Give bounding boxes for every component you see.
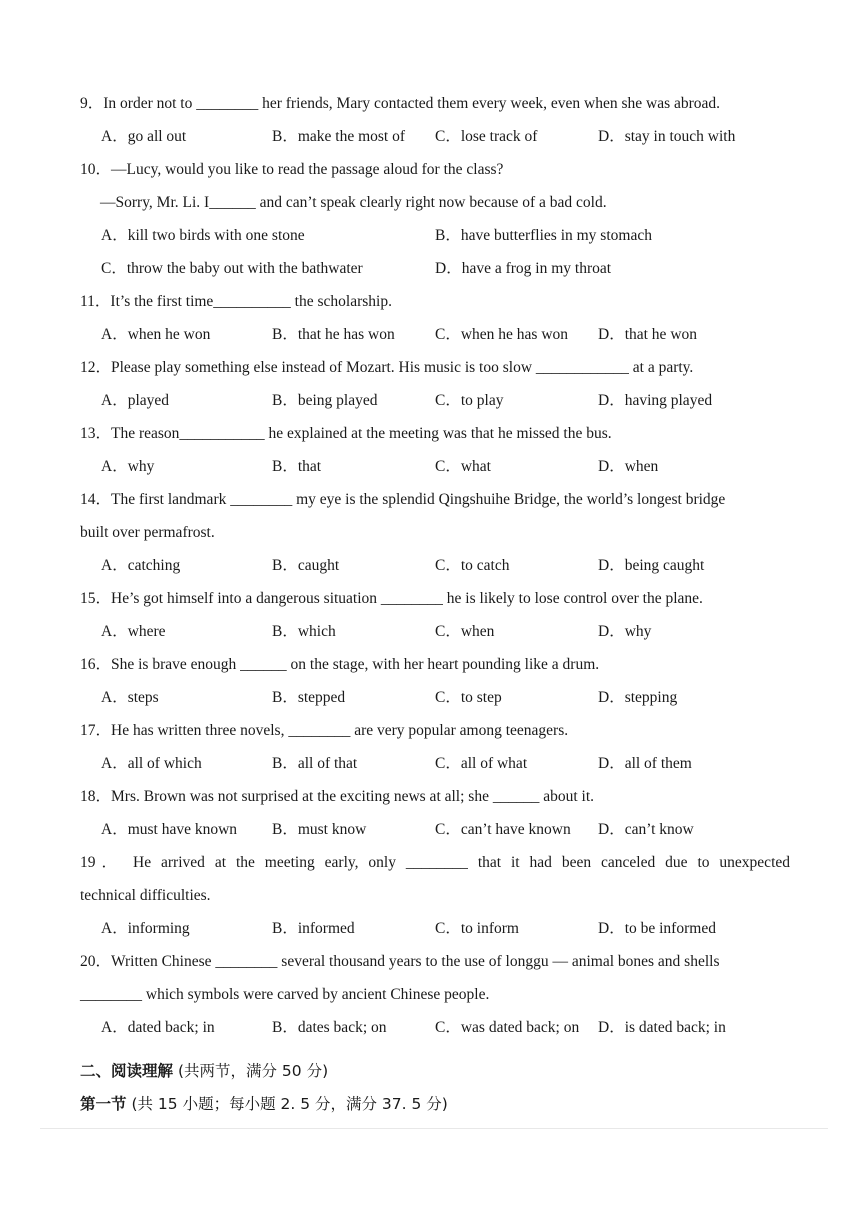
subsection-heading bbox=[80, 1094, 448, 1114]
option-c[interactable]: C．to play bbox=[435, 392, 504, 409]
option-c[interactable]: C．all of what bbox=[435, 755, 528, 772]
option-d[interactable]: D．can’t know bbox=[598, 821, 694, 838]
option-a[interactable]: A．go all out bbox=[101, 128, 187, 145]
question-17-stem: 17．He has written three novels, ________ are very popular among teenagers. bbox=[80, 722, 569, 739]
option-a[interactable]: A．when he won bbox=[101, 326, 211, 343]
option-b[interactable]: B．dates back; on bbox=[272, 1019, 387, 1036]
option-d[interactable]: D．when bbox=[598, 458, 659, 475]
option-d[interactable]: D．being caught bbox=[598, 557, 705, 574]
option-a[interactable]: A．why bbox=[101, 458, 155, 475]
subsection-note: (共 15 小题；每小题 2. 5 分，满分 37. 5 分) bbox=[126, 1095, 448, 1113]
question-16-stem: 16．She is brave enough ______ on the stage, with her heart pounding like a drum. bbox=[80, 656, 600, 673]
option-a[interactable]: A．catching bbox=[101, 557, 181, 574]
question-10-options-row2 bbox=[80, 259, 800, 279]
question-11-stem: 11．It’s the first time__________ the scholarship. bbox=[80, 293, 392, 310]
option-a[interactable]: A．played bbox=[101, 392, 170, 409]
option-c[interactable]: C．what bbox=[435, 458, 491, 475]
option-a[interactable]: A．where bbox=[101, 623, 166, 640]
option-d[interactable]: D．to be informed bbox=[598, 920, 716, 937]
question-14-stem-line2: built over permafrost. bbox=[80, 524, 215, 541]
option-d[interactable]: D．having played bbox=[598, 392, 713, 409]
option-b[interactable]: B．that bbox=[272, 458, 322, 475]
section-note: (共两节，满分 50 分) bbox=[173, 1062, 329, 1080]
option-b[interactable]: B．that he has won bbox=[272, 326, 395, 343]
question-14-stem: 14．The first landmark ________ my eye is the splendid Qingshuihe Bridge, the world’s longest bridge bbox=[80, 491, 726, 508]
question-13-options bbox=[80, 457, 800, 477]
option-c[interactable]: C．to inform bbox=[435, 920, 519, 937]
option-b[interactable]: B．which bbox=[272, 623, 336, 640]
option-c[interactable]: C．lose track of bbox=[435, 128, 538, 145]
question-15-stem: 15．He’s got himself into a dangerous situation ________ he is likely to lose control over the plane. bbox=[80, 590, 703, 607]
question-10-options-row1 bbox=[80, 226, 800, 246]
question-16-options bbox=[80, 688, 800, 708]
question-19-options bbox=[80, 919, 800, 939]
question-11-options bbox=[80, 325, 800, 345]
section-heading bbox=[80, 1061, 328, 1081]
option-a[interactable]: A．all of which bbox=[101, 755, 202, 772]
option-d[interactable]: D．that he won bbox=[598, 326, 698, 343]
option-d[interactable]: D．have a frog in my throat bbox=[435, 260, 612, 277]
option-a[interactable]: A．informing bbox=[101, 920, 190, 937]
question-9-stem: 9．In order not to ________ her friends, Mary contacted them every week, even when she was abroad. bbox=[80, 95, 721, 112]
option-a[interactable]: A．kill two birds with one stone bbox=[101, 227, 305, 244]
question-12-stem: 12．Please play something else instead of Mozart. His music is too slow ____________ at a party. bbox=[80, 359, 694, 376]
option-b[interactable]: B．being played bbox=[272, 392, 378, 409]
option-c[interactable]: C．can’t have known bbox=[435, 821, 571, 838]
question-17-options bbox=[80, 754, 800, 774]
option-b[interactable]: B．caught bbox=[272, 557, 340, 574]
option-d[interactable]: D．is dated back; in bbox=[598, 1019, 726, 1036]
question-18-stem: 18．Mrs. Brown was not surprised at the exciting news at all; she ______ about it. bbox=[80, 788, 595, 805]
question-18-options bbox=[80, 820, 800, 840]
question-20-stem: 20．Written Chinese ________ several thousand years to the use of longgu — animal bones and shells bbox=[80, 953, 720, 970]
option-b[interactable]: B．all of that bbox=[272, 755, 358, 772]
question-15-options bbox=[80, 622, 800, 642]
question-9-options bbox=[80, 127, 800, 147]
option-d[interactable]: D．stepping bbox=[598, 689, 678, 706]
subsection-title: 第一节 bbox=[80, 1095, 127, 1113]
question-20-options bbox=[80, 1018, 800, 1038]
option-b[interactable]: B．stepped bbox=[272, 689, 346, 706]
option-b[interactable]: B．informed bbox=[272, 920, 355, 937]
question-10-stem: 10．—Lucy, would you like to read the passage aloud for the class? bbox=[80, 161, 504, 178]
option-a[interactable]: A．steps bbox=[101, 689, 159, 706]
option-b[interactable]: B．have butterflies in my stomach bbox=[435, 227, 652, 244]
question-19-stem-line2: technical difficulties. bbox=[80, 887, 211, 904]
option-b[interactable]: B．must know bbox=[272, 821, 367, 838]
question-13-stem: 13．The reason___________ he explained at the meeting was that he missed the bus. bbox=[80, 425, 612, 442]
option-c[interactable]: C．to catch bbox=[435, 557, 510, 574]
option-c[interactable]: C．when he has won bbox=[435, 326, 569, 343]
question-10-stem-line2: —Sorry, Mr. Li. I______ and can’t speak clearly right now because of a bad cold. bbox=[100, 194, 607, 211]
option-a[interactable]: A．dated back; in bbox=[101, 1019, 215, 1036]
question-19-stem: 19． He arrived at the meeting early, only ________ that it had been canceled due to unexpected bbox=[80, 854, 790, 871]
option-d[interactable]: D．stay in touch with bbox=[598, 128, 736, 145]
section-title: 二、阅读理解 bbox=[80, 1062, 174, 1080]
question-12-options bbox=[80, 391, 800, 411]
page-divider bbox=[40, 1128, 828, 1129]
question-14-options bbox=[80, 556, 800, 576]
option-c[interactable]: C．was dated back; on bbox=[435, 1019, 580, 1036]
option-b[interactable]: B．make the most of bbox=[272, 128, 406, 145]
option-c[interactable]: C．throw the baby out with the bathwater bbox=[101, 260, 363, 277]
option-c[interactable]: C．to step bbox=[435, 689, 502, 706]
option-d[interactable]: D．why bbox=[598, 623, 652, 640]
option-c[interactable]: C．when bbox=[435, 623, 495, 640]
option-d[interactable]: D．all of them bbox=[598, 755, 692, 772]
question-20-stem-line2: ________ which symbols were carved by ancient Chinese people. bbox=[80, 986, 490, 1003]
option-a[interactable]: A．must have known bbox=[101, 821, 238, 838]
